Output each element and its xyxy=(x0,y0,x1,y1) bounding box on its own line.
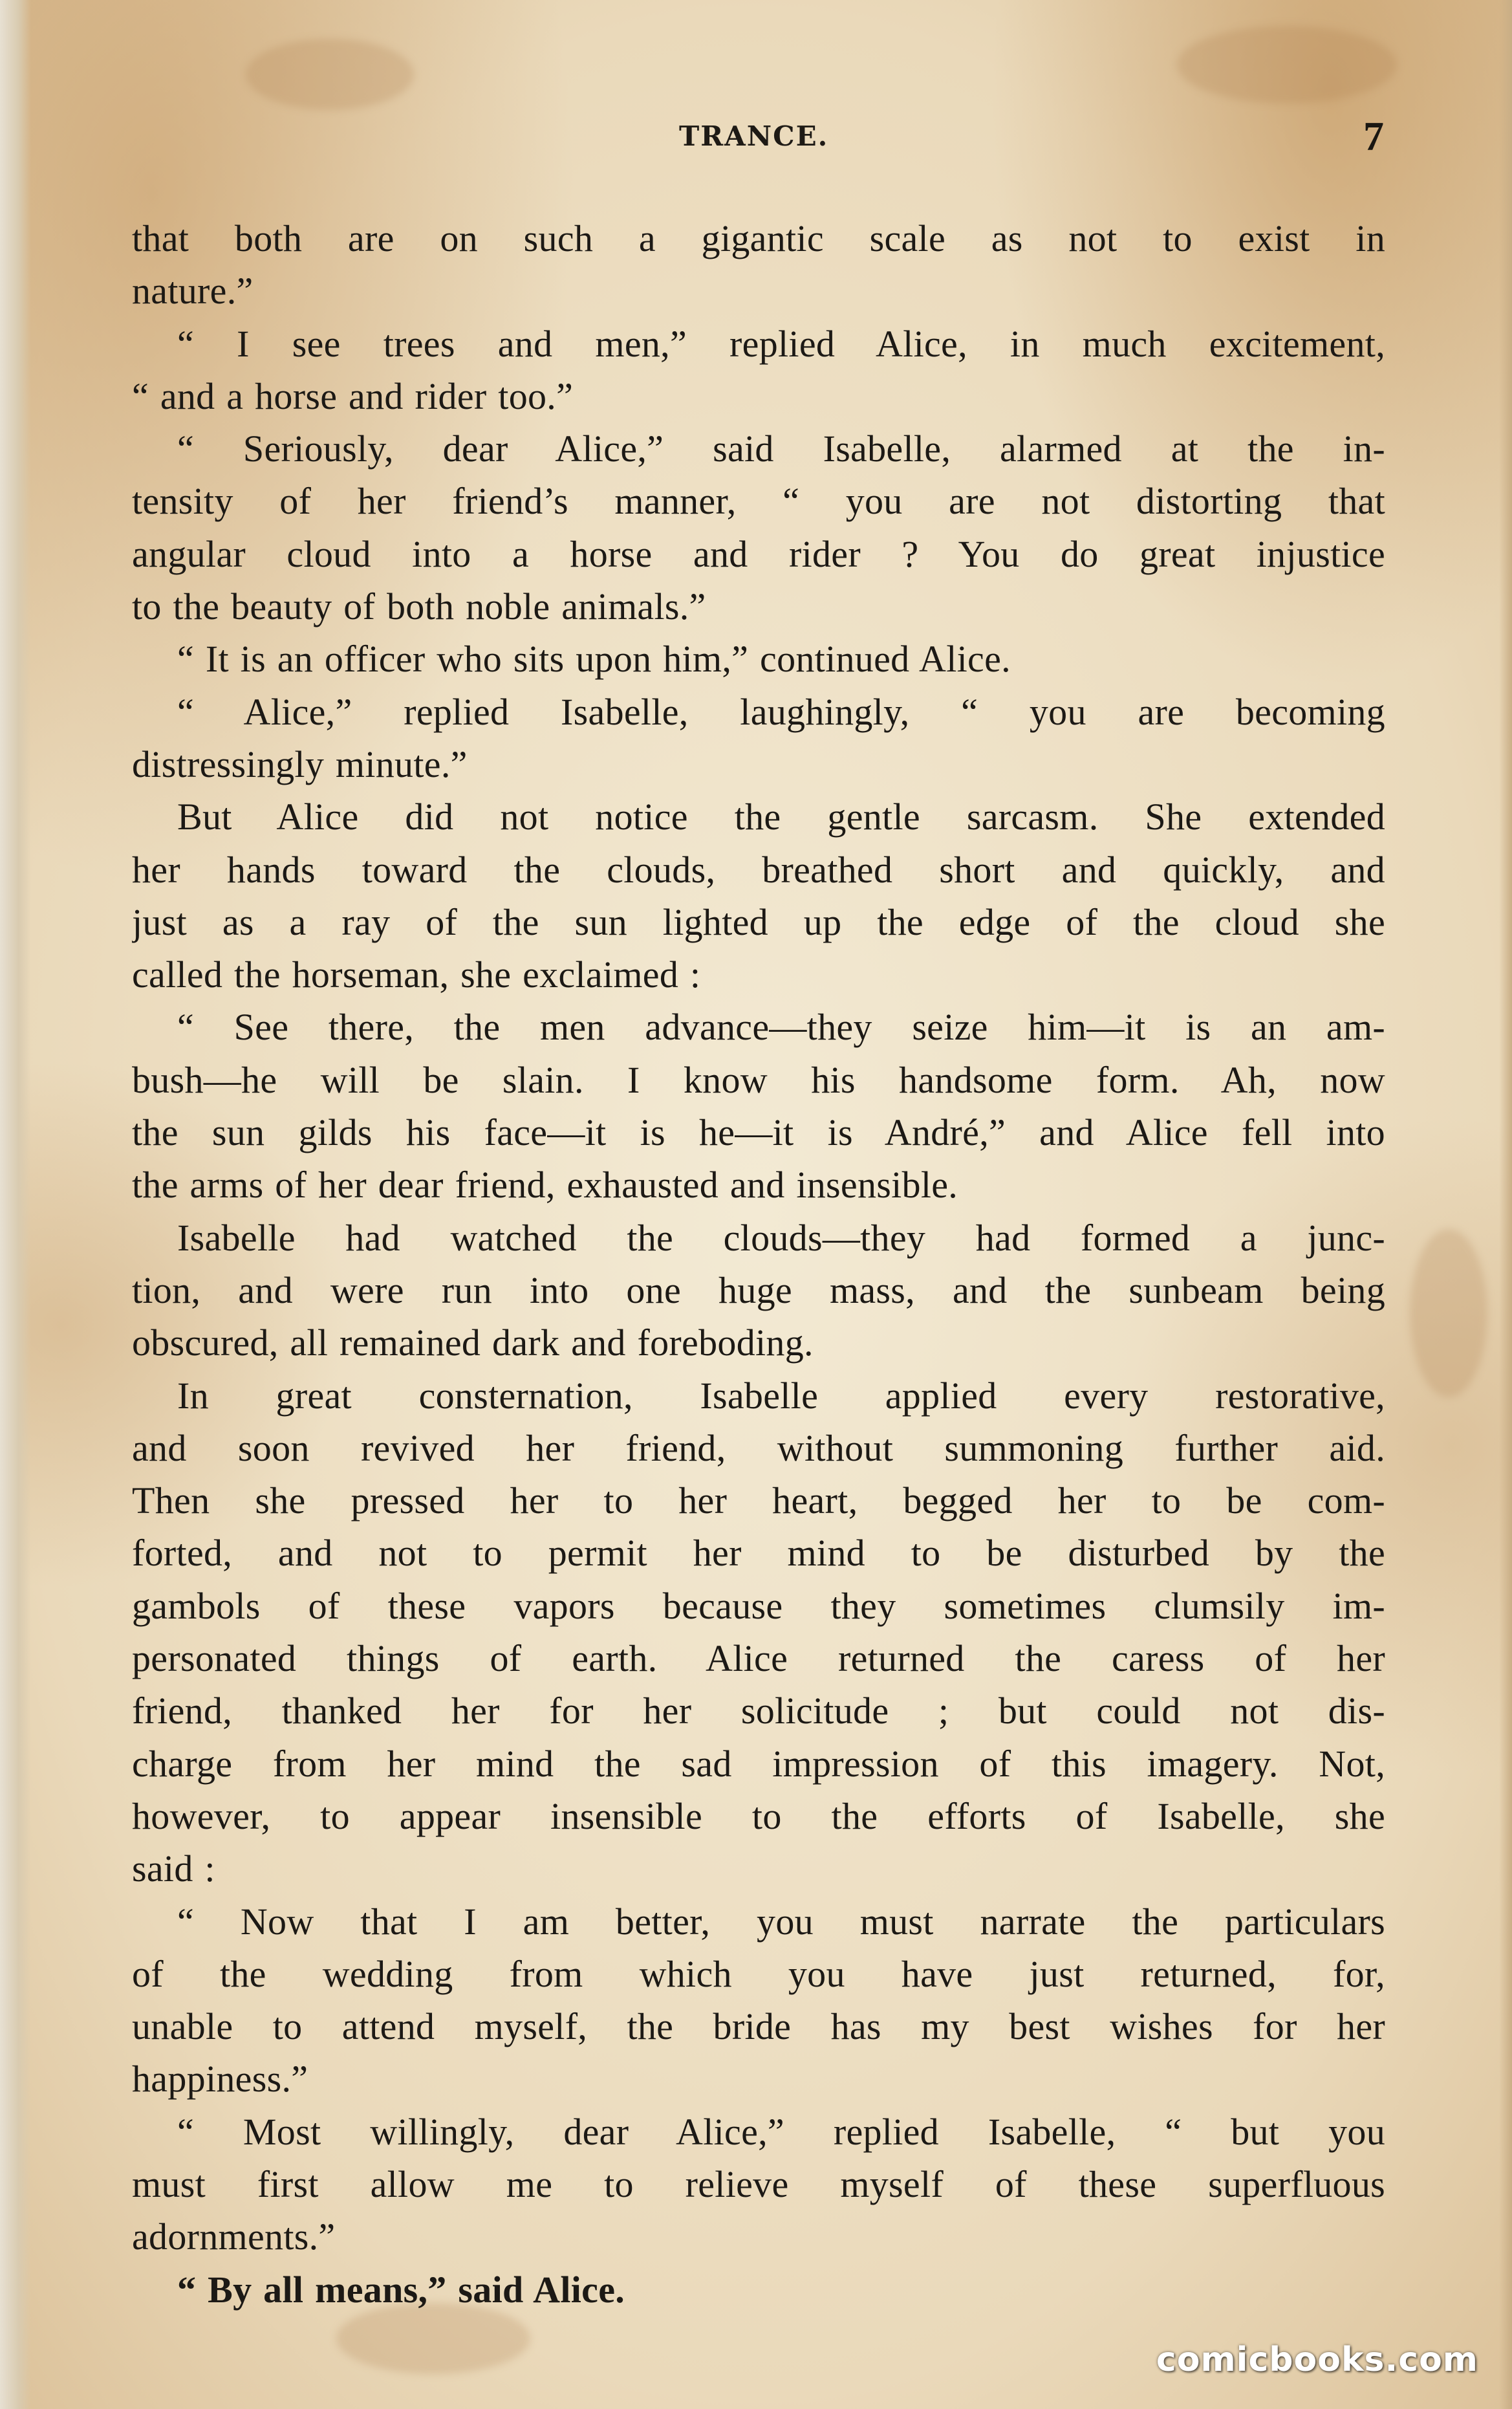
text-line: adornments.” xyxy=(132,2216,336,2258)
foxing-stain xyxy=(246,39,414,110)
text-line: must first allow me to relieve myself of these superfluous xyxy=(132,2163,1385,2205)
text-line: her hands toward the clouds, breathed short and quickly, and xyxy=(132,848,1385,891)
text-line: “ Most willingly, dear Alice,” replied Isabelle, “ but you xyxy=(177,2110,1385,2153)
text-line: gambols of these vapors because they sometimes clumsily im- xyxy=(132,1584,1385,1627)
text-line: But Alice did not notice the gentle sarcasm. She extended xyxy=(177,796,1385,838)
watermark: comicbooks.com xyxy=(1156,2340,1478,2379)
text-line: that both are on such a gigantic scale as not to exist in xyxy=(132,217,1385,259)
text-line: and soon revived her friend, without summoning further aid. xyxy=(132,1426,1385,1469)
text-line: “ Now that I am better, you must narrate the particulars xyxy=(177,1900,1385,1943)
text-line: tensity of her friend’s manner, “ you are not distorting that xyxy=(132,480,1385,523)
text-line: personated things of earth. Alice returned the caress of her xyxy=(132,1637,1385,1680)
text-line: angular cloud into a horse and rider ? You do great injustice xyxy=(132,532,1385,575)
body-text xyxy=(132,212,1385,2316)
page-number: 7 xyxy=(1363,113,1384,159)
text-line: said : xyxy=(132,1848,215,1890)
page-edge xyxy=(1499,0,1512,2409)
text-line: charge from her mind the sad impression of this imagery. Not, xyxy=(132,1742,1385,1785)
text-line: “ By all means,” said Alice. xyxy=(177,2268,625,2311)
text-line: forted, and not to permit her mind to be disturbed by the xyxy=(132,1532,1385,1575)
text-line: bush—he will be slain. I know his handsome form. Ah, now xyxy=(132,1058,1385,1101)
foxing-stain xyxy=(1410,1229,1487,1397)
text-line: called the horseman, she exclaimed : xyxy=(132,954,701,996)
text-line: nature.” xyxy=(132,270,254,312)
text-line: In great consternation, Isabelle applied every restorative, xyxy=(177,1374,1385,1417)
text-line: “ Seriously, dear Alice,” said Isabelle, alarmed at the in- xyxy=(177,428,1385,470)
text-line: “ I see trees and men,” replied Alice, in much excitement, xyxy=(177,322,1385,365)
text-line: obscured, all remained dark and foreboding. xyxy=(132,1322,814,1364)
text-line: “ It is an officer who sits upon him,” continued Alice. xyxy=(177,638,1011,681)
text-line: tion, and were run into one huge mass, and the sunbeam being xyxy=(132,1269,1385,1311)
foxing-stain xyxy=(1177,26,1397,104)
text-line: friend, thanked her for her solicitude ; but could not dis- xyxy=(132,1690,1385,1732)
text-line: unable to attend myself, the bride has my best wishes for her xyxy=(132,2005,1385,2048)
text-line: distressingly minute.” xyxy=(132,743,468,785)
text-line: “ and a horse and rider too.” xyxy=(132,375,574,417)
text-line: of the wedding from which you have just returned, for, xyxy=(132,1952,1385,1995)
text-line: happiness.” xyxy=(132,2058,308,2100)
running-head: TRANCE. xyxy=(679,120,829,152)
text-line: however, to appear insensible to the efforts of Isabelle, she xyxy=(132,1794,1385,1837)
text-line: “ See there, the men advance—they seize him—it is an am- xyxy=(177,1006,1385,1049)
text-line: just as a ray of the sun lighted up the edge of the cloud she xyxy=(132,900,1385,943)
page-header xyxy=(129,113,1384,166)
text-line: Then she pressed her to her heart, begged her to be com- xyxy=(132,1479,1385,1522)
text-line: “ Alice,” replied Isabelle, laughingly, “ you are becoming xyxy=(177,690,1385,733)
page-gutter xyxy=(0,0,31,2409)
text-line: Isabelle had watched the clouds—they had formed a junc- xyxy=(177,1216,1385,1259)
text-line: the arms of her dear friend, exhausted and insensible. xyxy=(132,1164,958,1206)
text-line: the sun gilds his face—it is he—it is André,” and Alice fell into xyxy=(132,1111,1385,1154)
text-line: to the beauty of both noble animals.” xyxy=(132,585,706,628)
